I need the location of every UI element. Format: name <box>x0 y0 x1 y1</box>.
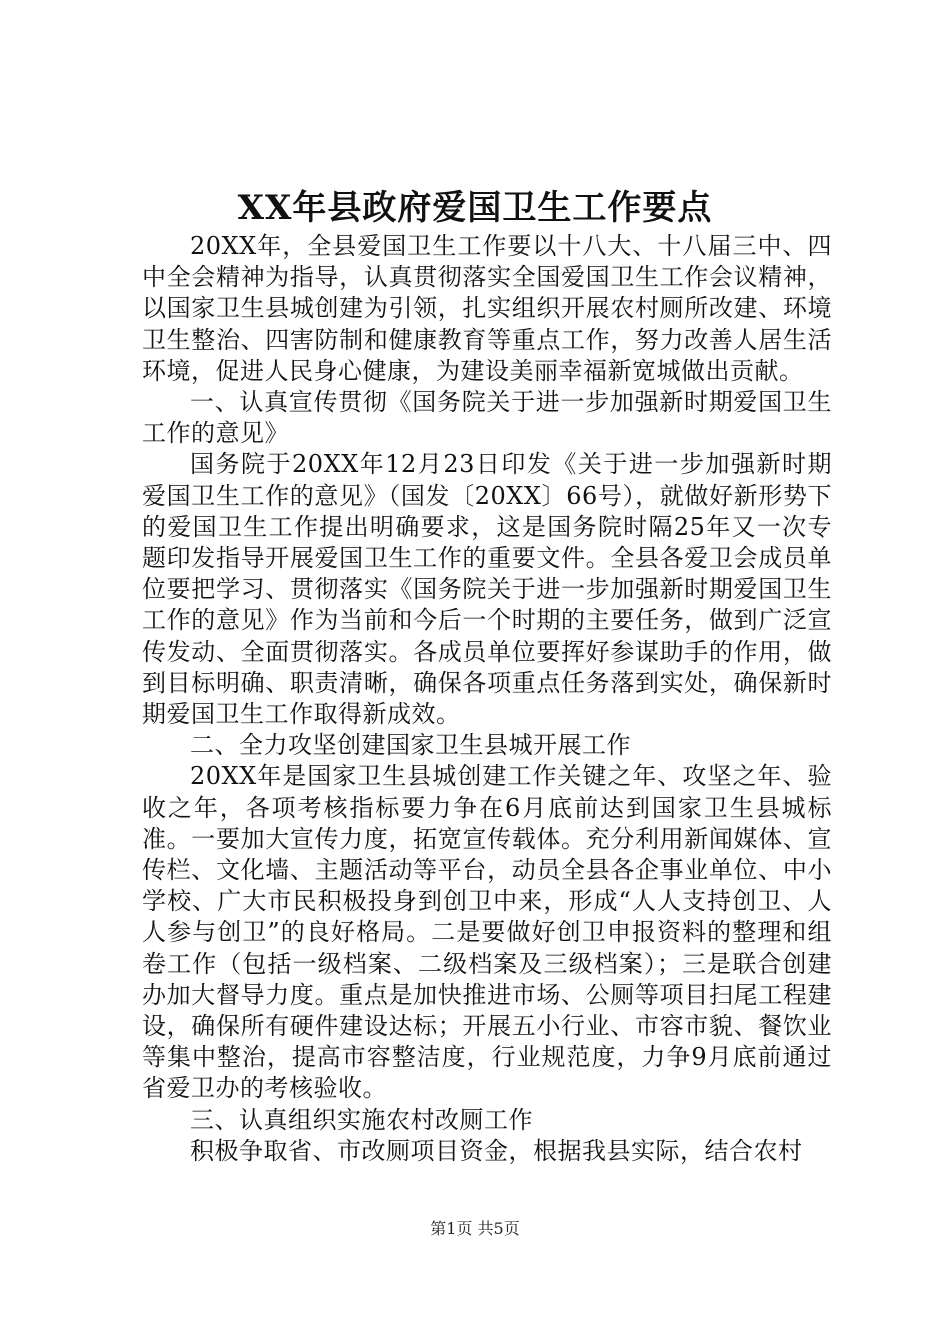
document-title: XX年县政府爱国卫生工作要点 <box>237 188 713 228</box>
section-heading-3: 三、认真组织实施农村改厕工作 <box>190 1105 533 1134</box>
paragraph-intro: 20XX年，全县爱国卫生工作要以十八大、十八届三中、四中全会精神为指导，认真贯彻落实全国爱国卫生工作会议精神，以国家卫生县城创建为引领，扎实组织开展农村厕所改建、环境卫生整治、四害防制和健康教育等重点工作，努力改善人居生活环境，促进人民身心健康，为建设美丽幸福新宽城做出贡献。 <box>142 232 832 385</box>
section-heading-2: 二、全力攻坚创建国家卫生县城开展工作 <box>190 731 631 760</box>
paragraph-section-2: 20XX年是国家卫生县城创建工作关键之年、攻坚之年、验收之年，各项考核指标要力争在6月底前达到国家卫生县城标准。一要加大宣传力度，拓宽宣传载体。充分利用新闻媒体、宣传栏、文化墙、主题活动等平台，动员全县各企事业单位、中小学校、广大市民积极投身到创卫中来，形成“人人支持创卫、人人参与创卫”的良好格局。二是要做好创卫申报资料的整理和组卷工作（包括一级档案、二级档案及三级档案）；三是联合创建办加大督导力度。重点是加快推进市场、公厕等项目扫尾工程建设，确保所有硬件建设达标；开展五小行业、市容市貌、餐饮业等集中整治，提高市容整洁度，行业规范度，力争9月底前通过省爱卫办的考核验收。 <box>142 762 832 1103</box>
section-heading-1: 一、认真宣传贯彻《国务院关于进一步加强新时期爱国卫生工作的意见》 <box>142 388 832 448</box>
paragraph-section-3: 积极争取省、市改厕项目资金，根据我县实际，结合农村 <box>190 1136 803 1165</box>
paragraph-section-1: 国务院于20XX年12月23日印发《关于进一步加强新时期爱国卫生工作的意见》（国发〔20XX〕66号），就做好新形势下的爱国卫生工作提出明确要求，这是国务院时隔25年又一次专题印发指导开展爱国卫生工作的重要文件。全县各爱卫会成员单位要把学习、贯彻落实《国务院关于进一步加强新时期爱国卫生工作的意见》作为当前和今后一个时期的主要任务，做到广泛宣传发动、全面贯彻落实。各成员单位要挥好参谋助手的作用，做到目标明确、职责清晰，确保各项重点任务落到实处，确保新时期爱国卫生工作取得新成效。 <box>142 450 832 729</box>
document-body <box>142 231 832 1167</box>
page-number-footer: 第1页 共5页 <box>430 1219 520 1238</box>
